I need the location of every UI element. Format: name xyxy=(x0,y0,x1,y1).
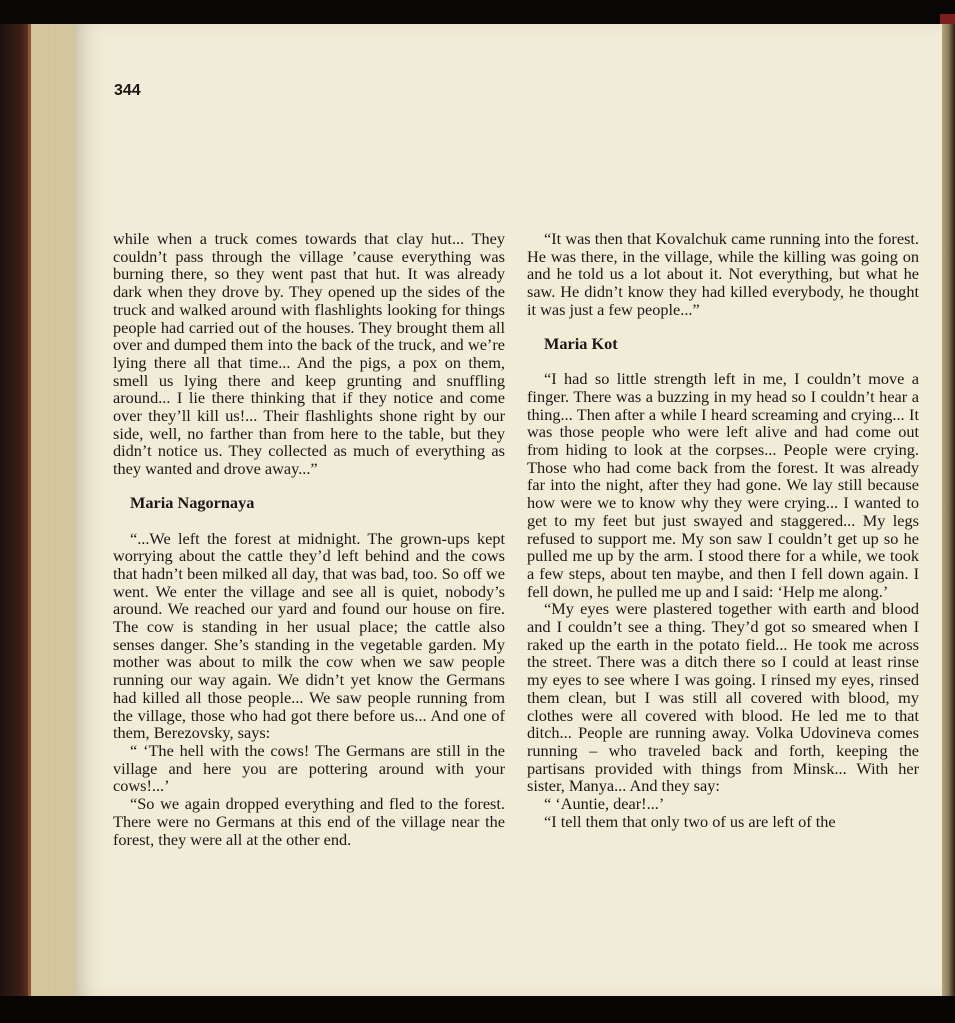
right-paragraph-5: “I tell them that only two of us are left of the xyxy=(544,811,836,831)
bottom-shadow xyxy=(0,996,955,1023)
top-shadow xyxy=(0,0,955,24)
right-column xyxy=(527,230,919,831)
left-paragraph-2: “...We left the forest at midnight. The grown-ups kept worrying about the cattle they’d left behind and the cows that hadn’t been milked all day, that was bad, too. So off we went. We enter the village and see all is quiet, nobody’s around. We reached our yard and found our house on fire. The cow is standing in her usual place; the cattle also senses danger. She’s standing in the vegetable garden. My mother was about to milk the cow when we saw people running our way again. We didn’t yet know the Germans had killed all those people... We saw people running from the village, those who had got there before us... And one of them, Berezovsky, says: xyxy=(113,528,505,743)
left-paragraph-4: “So we again dropped everything and fled to the forest. There were no Germans at this end of the village near the forest, they were all at the other end. xyxy=(113,794,505,849)
right-paragraph-3: “My eyes were plastered together with earth and blood and I couldn’t see a thing. They’d got so smeared when I raked up the earth in the potato field... He took me across the street. There was a ditch there so I could at least rinse my eyes to see where I was going. I rinsed my eyes, rinsed them clean, but I was still all covered with blood, my clothes were all covered with blood. He led me to that ditch... People are running away. Volka Udovineva comes running – who traveled back and forth, keeping the partisans provided with things from Minsk... With her sister, Manya... And they say: xyxy=(527,599,919,796)
right-heading: Maria Kot xyxy=(544,333,618,353)
right-paragraph-2: “I had so little strength left in me, I couldn’t move a finger. There was a buzzing in my head so I couldn’t hear a thing... Then after a while I heard screaming and crying... It was those people who were left alive and had come out from hiding to look at the corpses... People were crying. Those who had come back from the forest. It was already far into the night, after they had gone. We lay still because how were we to know why they were crying... I wanted to get to my feet but just swayed and staggered... My legs refused to support me. My son saw I couldn’t get up so he pulled me up by the arm. I stood there for a while, we took a few steps, about ten maybe, and then I fell down again. I fell down, he pulled me up and I said: ‘Help me along.’ xyxy=(527,369,919,601)
page-number: 344 xyxy=(114,82,141,99)
left-paragraph-1: while when a truck comes towards that clay hut... They couldn’t pass through the village ’cause everything was burning there, so they went past that hut. It was already dark when they drove by. They opened up the sides of the truck and walked around with flashlights looking for things people had carried out of the houses. They brought them all over and dumped them into the back of the truck, and we’re lying there all that time... And the pigs, a pox on them, smell us lying there and keep grunting and snuffling around... I lie there thinking that if they notice and come over they’ll kill us!... Their flashlights shone right by our side, well, no farther than from here to the table, but they didn’t notice us. They collected as much of everything as they wanted and drove away...” xyxy=(113,229,505,479)
right-paragraph-4: “ ‘Auntie, dear!...’ xyxy=(544,794,665,814)
book-cover-left xyxy=(0,24,30,999)
right-paragraph-1: “It was then that Kovalchuk came running into the forest. He was there, in the village, while the killing was going on and he told us a lot about it. Not everything, but what he saw. He didn’t know they had killed everybody, he thought it was just a few people...” xyxy=(527,229,919,319)
left-paragraph-3: “ ‘The hell with the cows! The Germans are still in the village and here you are pottering around with your cows!...’ xyxy=(113,740,505,796)
left-column xyxy=(113,230,505,848)
book-page xyxy=(74,24,942,996)
page-edges xyxy=(28,24,79,999)
left-heading: Maria Nagornaya xyxy=(130,492,255,512)
